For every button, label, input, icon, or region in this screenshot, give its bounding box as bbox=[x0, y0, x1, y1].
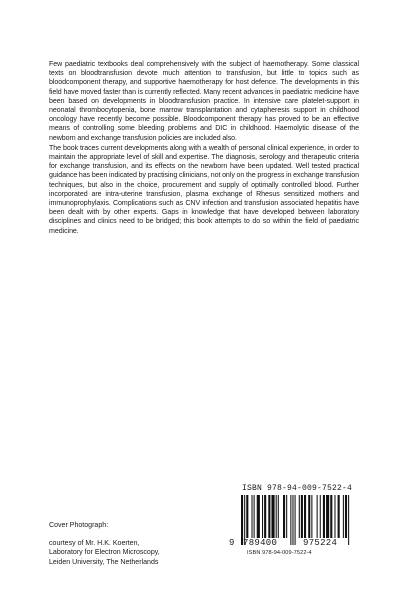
barcode-bar bbox=[304, 495, 306, 538]
barcode-bar bbox=[348, 495, 349, 545]
barcode-bar bbox=[343, 495, 344, 538]
cover-credit-line-1: courtesy of Mr. H.K. Koerten, bbox=[49, 540, 140, 548]
barcode-bar bbox=[334, 495, 335, 538]
barcode-bar bbox=[338, 495, 340, 538]
barcode-bar bbox=[323, 495, 325, 538]
isbn-label: ISBN 978-94-009-7522-4 bbox=[241, 484, 353, 493]
barcode-bar bbox=[330, 495, 332, 538]
barcode-bar bbox=[308, 495, 310, 538]
barcode-bar bbox=[283, 495, 285, 538]
cover-credit-heading: Cover Photograph: bbox=[49, 522, 109, 529]
barcode-bar bbox=[276, 495, 277, 538]
barcode-bar bbox=[301, 495, 303, 538]
barcode-bar bbox=[320, 495, 321, 538]
barcode-digits-left-group: 789400 bbox=[243, 538, 278, 548]
barcode-digits-right-group: 975224 bbox=[303, 538, 338, 548]
barcode-bar bbox=[252, 495, 253, 538]
cover-photo-credit bbox=[49, 521, 209, 567]
barcode-bar bbox=[326, 495, 329, 538]
blurb-paragraph-1: Few paediatric textbooks deal comprehensively with the subject of haemotherapy. Some classical texts on bloodtransfusion devote much attention to transfusion, but little to topics such as bloodcomponent therapy, and supportive haemotherapy for host defence. The developments in this field have moved faster than is currently reflected. Many recent advances in paediatric medicine have been based on developments in bloodtransfusion practice. In intensive care platelet-support in neonatal thrombocytopenia, bone marrow transplantation and cytapheresis support in childhood oncology have recently become possible. Bloodcomponent therapy has proved to be an effective means of controlling some bleeding problems and DIC in childhood. Haemolytic disease of the newborn and exchange transfusion policies are included also. bbox=[49, 61, 359, 142]
cover-credit-line-2: Laboratory for Electron Microscopy, bbox=[49, 549, 160, 557]
barcode-bar bbox=[268, 495, 270, 538]
back-cover-blurb bbox=[49, 60, 359, 237]
isbn-barcode-block bbox=[229, 484, 365, 568]
cover-credit-line-3: Leiden University, The Netherlands bbox=[49, 558, 159, 566]
barcode-bar bbox=[278, 495, 279, 538]
barcode-bar bbox=[295, 495, 296, 545]
barcode-digit-lead: 9 bbox=[229, 538, 235, 548]
barcode-bar bbox=[286, 495, 287, 538]
barcode-bar bbox=[246, 495, 248, 538]
barcode-bar bbox=[292, 495, 293, 545]
barcode-bar bbox=[299, 495, 300, 538]
barcode-bar bbox=[345, 495, 347, 538]
isbn-small-label: ISBN 978-94-009-7522-4 bbox=[247, 550, 312, 556]
barcode-bar bbox=[317, 495, 318, 538]
blurb-paragraph-2: The book traces current developments along with a wealth of personal clinical experience, in order to maintain the appropriate level of skill and expertise. The diagnosis, serology and therapeutic criteria for exchange transfusion, and its effects on the newborn have been updated. Well tested practical guidance has been indicated by practising clinicians, not only on the progress in exchange transfusion techniques, but also in the choice, procurement and supply of optimally controlled blood. Further incorporated are intra-uterine transfusion, plasma exchange of Rhesus sensitized mothers and immunoprophylaxis. Complications such as CNV infection and transfusion associated hepatitis have been dealt with by other experts. Gaps in knowledge that have developed between laboratory disciplines and clinics need to be bridged; this book attempts to do so within the field of paediatric medicine. bbox=[49, 144, 359, 235]
barcode-bar bbox=[262, 495, 263, 538]
barcode-bar bbox=[311, 495, 312, 538]
barcode-bar bbox=[290, 495, 291, 545]
barcode-bar bbox=[257, 495, 260, 538]
barcode-bar bbox=[254, 495, 255, 538]
barcode-bar bbox=[264, 495, 266, 538]
barcode-bar bbox=[271, 495, 274, 538]
